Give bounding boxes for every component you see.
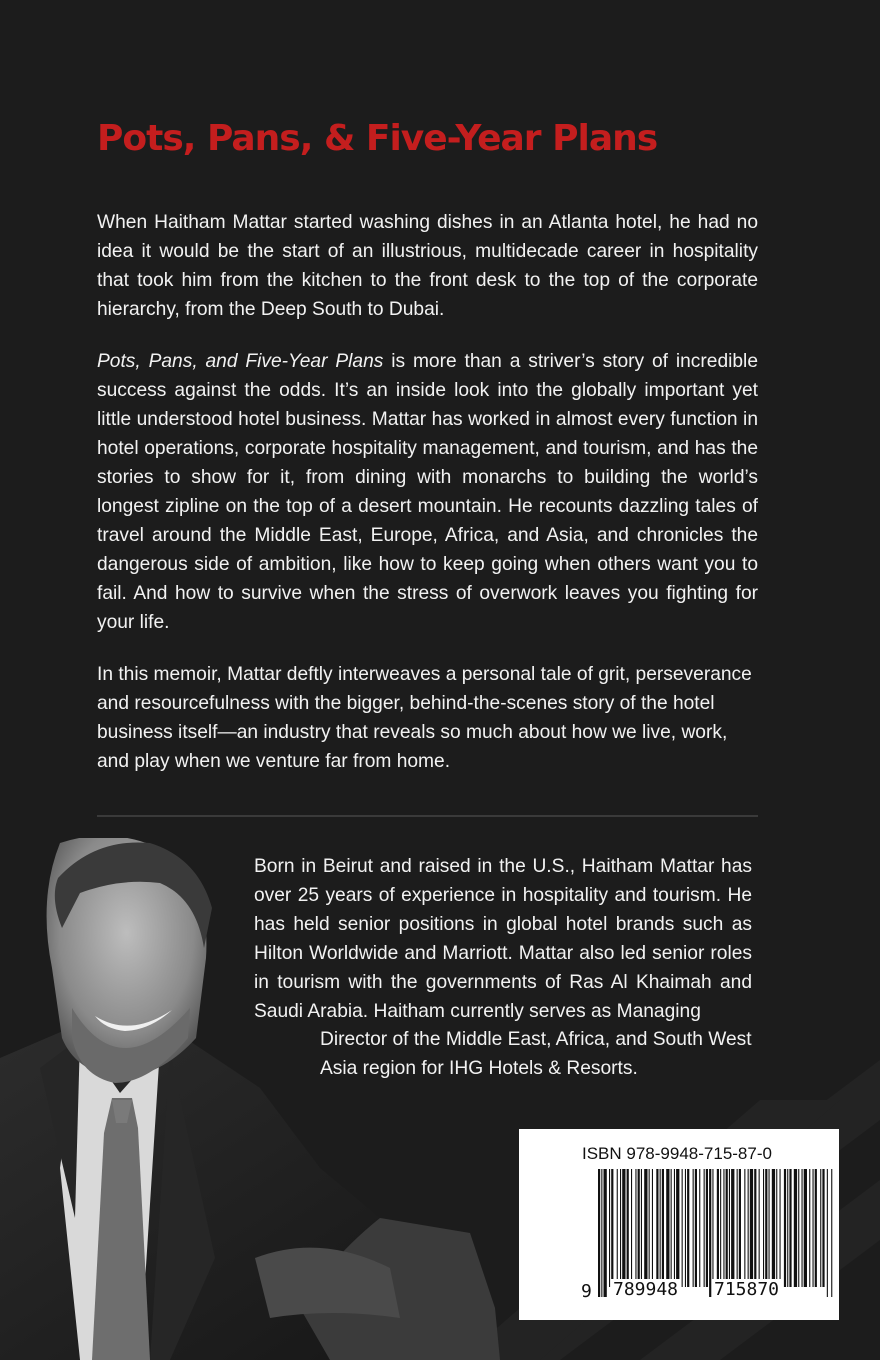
barcode-bar	[682, 1169, 683, 1287]
barcode-bar	[620, 1169, 621, 1287]
barcode-bar	[695, 1169, 697, 1287]
barcode-bar	[699, 1169, 700, 1287]
author-bio-line-last: Asia region for IHG Hotels & Resorts.	[320, 1058, 638, 1079]
barcode-bar	[763, 1169, 764, 1287]
barcode-bar	[748, 1169, 749, 1287]
barcode-bar	[827, 1169, 828, 1297]
barcode-bar	[765, 1169, 767, 1287]
isbn-label: ISBN 978-9948-715-87-0	[582, 1144, 772, 1163]
barcode-bar	[831, 1169, 832, 1297]
book-title: Pots, Pans, & Five-Year Plans	[97, 118, 658, 159]
barcode-bar	[709, 1169, 711, 1297]
barcode-bar	[704, 1169, 705, 1287]
barcode-bar	[685, 1169, 686, 1287]
barcode-bar	[674, 1169, 675, 1287]
barcode-bar	[787, 1169, 788, 1287]
barcode-bar	[802, 1169, 803, 1287]
barcode-bar	[813, 1169, 814, 1287]
barcode-bar	[638, 1169, 640, 1287]
barcode-bar	[712, 1169, 713, 1297]
barcode-bar	[754, 1169, 756, 1287]
barcode-bar	[656, 1169, 658, 1287]
barcode-bar	[815, 1169, 817, 1287]
barcode-bar	[598, 1169, 600, 1297]
barcode-bar	[717, 1169, 719, 1287]
author-bio-paragraph: Born in Beirut and raised in the U.S., Haitham Mattar has over 25 years of experience in hospitality and tourism. He has held senior positions in global hotel brands such as Hilton Worldwide and Marriott. Mattar also led senior roles in tourism with the governments of Ras Al Khaimah and Saudi Arabia. Haitham currently serves as Managing	[254, 856, 752, 1022]
book-title-italic: Pots, Pans, and Five-Year Plans	[97, 351, 384, 372]
barcode-bar	[652, 1169, 653, 1287]
barcode-bar	[789, 1169, 791, 1287]
blurb-paragraph-2	[97, 347, 758, 637]
blurb-paragraph-2-text: is more than a striver’s story of incredible success against the odds. It’s an inside look into the globally important yet little understood hotel business. Mattar has worked in almost every function in hotel operations, corporate hospitality management, and tourism, and has the stories to show for it, from dining with monarchs to building the world’s longest zipline on the top of a desert mountain. He recounts dazzling tales of travel around the Middle East, Europe, Africa, and Asia, and chronicles the dangerous side of ambition, like how to keep going when others want you to fail. And how to survive when the stress of overwork leaves you fighting for your life.	[97, 351, 758, 633]
barcode-bar	[784, 1169, 786, 1287]
barcode-bar	[729, 1169, 730, 1287]
barcode-bar	[644, 1169, 647, 1287]
barcode-bar	[617, 1169, 618, 1287]
isbn-barcode	[519, 1129, 839, 1320]
barcode-bar	[609, 1169, 610, 1287]
barcode-bar	[676, 1169, 679, 1287]
blurb-paragraph-1: When Haitham Mattar started washing dishes in an Atlanta hotel, he had no idea it would be the start of an illustrious, multidecade career in hospitality that took him from the kitchen to the front desk to the top of the corporate hierarchy, from the Deep South to Dubai.	[97, 212, 758, 320]
barcode-bar	[666, 1169, 669, 1287]
barcode-bar	[820, 1169, 821, 1287]
barcode-bar	[798, 1169, 799, 1287]
barcode-bar	[739, 1169, 741, 1287]
barcode-bar	[687, 1169, 689, 1287]
barcode-bar	[627, 1169, 629, 1287]
barcode-bar	[744, 1169, 745, 1287]
barcode-left-digits: 789948	[613, 1279, 679, 1300]
blurb-paragraph-3: In this memoir, Mattar deftly interweaves a personal tale of grit, perseverance and resourcefulness with the bigger, behind-the-scenes story of the hotel business itself—an industry that reveals so much about how we live, work, and play when we venture far from home.	[97, 664, 752, 772]
barcode-bar	[635, 1169, 636, 1287]
barcode-lead-digit: 9	[581, 1281, 592, 1302]
barcode-right-digits: 715870	[714, 1279, 780, 1300]
barcode-bar	[693, 1169, 694, 1287]
barcode-bar	[611, 1169, 613, 1287]
barcode-bar	[780, 1169, 781, 1287]
barcode-bar	[804, 1169, 807, 1287]
barcode-bar	[720, 1169, 721, 1287]
barcode-bar	[631, 1169, 632, 1287]
barcode-bar	[822, 1169, 824, 1287]
barcode-bar	[809, 1169, 810, 1287]
barcode-bar	[750, 1169, 753, 1287]
author-bio-line: Director of the Middle East, Africa, and South West	[320, 1029, 752, 1050]
barcode-bar	[769, 1169, 770, 1287]
barcode-bar	[776, 1169, 777, 1287]
barcode-bar	[649, 1169, 650, 1287]
barcode-bar	[731, 1169, 734, 1287]
barcode-bar	[604, 1169, 607, 1297]
barcode-bar	[794, 1169, 797, 1287]
barcode-bar	[641, 1169, 642, 1287]
barcode-bar	[706, 1169, 708, 1287]
barcode-bar	[737, 1169, 738, 1287]
barcode-bar	[662, 1169, 664, 1287]
section-divider	[97, 815, 758, 817]
barcode-bar	[726, 1169, 728, 1287]
barcode-bar	[671, 1169, 672, 1287]
barcode-bar	[759, 1169, 760, 1287]
barcode-bar	[723, 1169, 724, 1287]
barcode-bar	[601, 1169, 602, 1297]
barcode-bar	[772, 1169, 775, 1287]
barcode-bar	[660, 1169, 661, 1287]
barcode-bar	[622, 1169, 625, 1287]
